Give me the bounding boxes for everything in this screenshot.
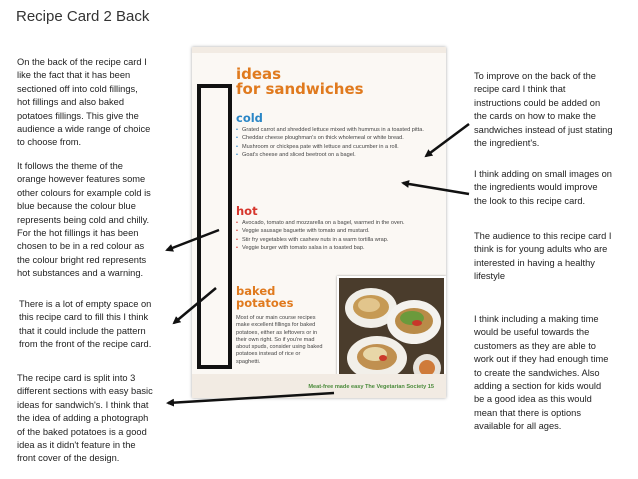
hot-section-title: hot (236, 204, 258, 218)
arrow-from-instructions (426, 124, 469, 156)
list-item: • Cheddar cheese ploughman's on thick wholemeal or white bread. (236, 135, 436, 142)
list-item: • Goat's cheese and sliced beetroot on a bagel. (236, 152, 436, 159)
slide-title: Recipe Card 2 Back (16, 8, 150, 25)
list-item: • Grated carrot and shredded lettuce mixed with hummus in a toasted pitta. (236, 127, 436, 134)
card-heading: ideas for sandwiches (236, 65, 364, 98)
card-footer-text: Meat-free made easy The Vegetarian Society 15 (308, 384, 434, 390)
list-item: • Veggie burger with tomato salsa in a toasted bap. (236, 245, 436, 252)
note-empty-space: There is a lot of empty space on this recipe card to fill this I think that it could include the pattern from the front of the recipe card. (19, 299, 152, 350)
arrow-to-empty-space (174, 288, 216, 323)
arrow-to-hot-section (167, 230, 219, 250)
list-item: • Veggie sausage baguette with tomato and mustard. (236, 228, 436, 235)
baked-text: Most of our main course recipes make excellent fillings for baked potatoes, either as leftovers or in their own right. So if you're mad about spuds, consider using baked potatoes instead of rice or spaghetti. (236, 315, 323, 365)
note-audience: The audience to this recipe card I think is for young adults who are interested in having a healthy lifestyle (474, 231, 612, 282)
baked-section-title: baked potatoes (236, 284, 294, 310)
arrow-from-small-images (403, 183, 469, 194)
list-item: • Avocado, tomato and mozzarella on a bagel, warmed in the oven. (236, 220, 436, 227)
cold-section-title: cold (236, 111, 263, 125)
list-item: • Stir fry vegetables with cashew nuts in a warm tortilla wrap. (236, 237, 436, 244)
note-instructions: To improve on the back of the recipe card I think that instructions could be added on the cards on how to make the sandwiches instead of just stating the ingredient's. (474, 71, 613, 149)
arrow-to-three-sections (168, 393, 334, 403)
note-back-sections: On the back of the recipe card I like the fact that it has been sectioned off into cold fillings, hot fillings and also baked potatoes fillings. This give the audience a wide range of choice to choose from. (17, 57, 151, 148)
note-making-time: I think including a making time would be useful towards the customers as they are able to work out if they had enough time to create the sandwiches. Also adding a section for kids would be a good idea as this would mean that there is options available for all ages. (474, 314, 609, 432)
note-colour-theme: It follows the theme of the orange however features some other colours for example cold is blue because the colour blue represents being cold and chilly. For the hot fillings it has been chosen to be in a red colour as the colour bright red represents hot substances and a warning. (17, 161, 151, 279)
note-three-sections: The recipe card is split into 3 different sections with easy basic ideas for sandwich's. I think that the idea of adding a photograph of the baked potatoes is a good idea as it didn't feature in the front cover of the design. (17, 373, 153, 464)
note-small-images: I think adding on small images on the ingredients would improve the look to this recipe card. (474, 169, 612, 206)
list-item: • Mushroom or chickpea pate with lettuce and cucumber in a roll. (236, 144, 436, 151)
